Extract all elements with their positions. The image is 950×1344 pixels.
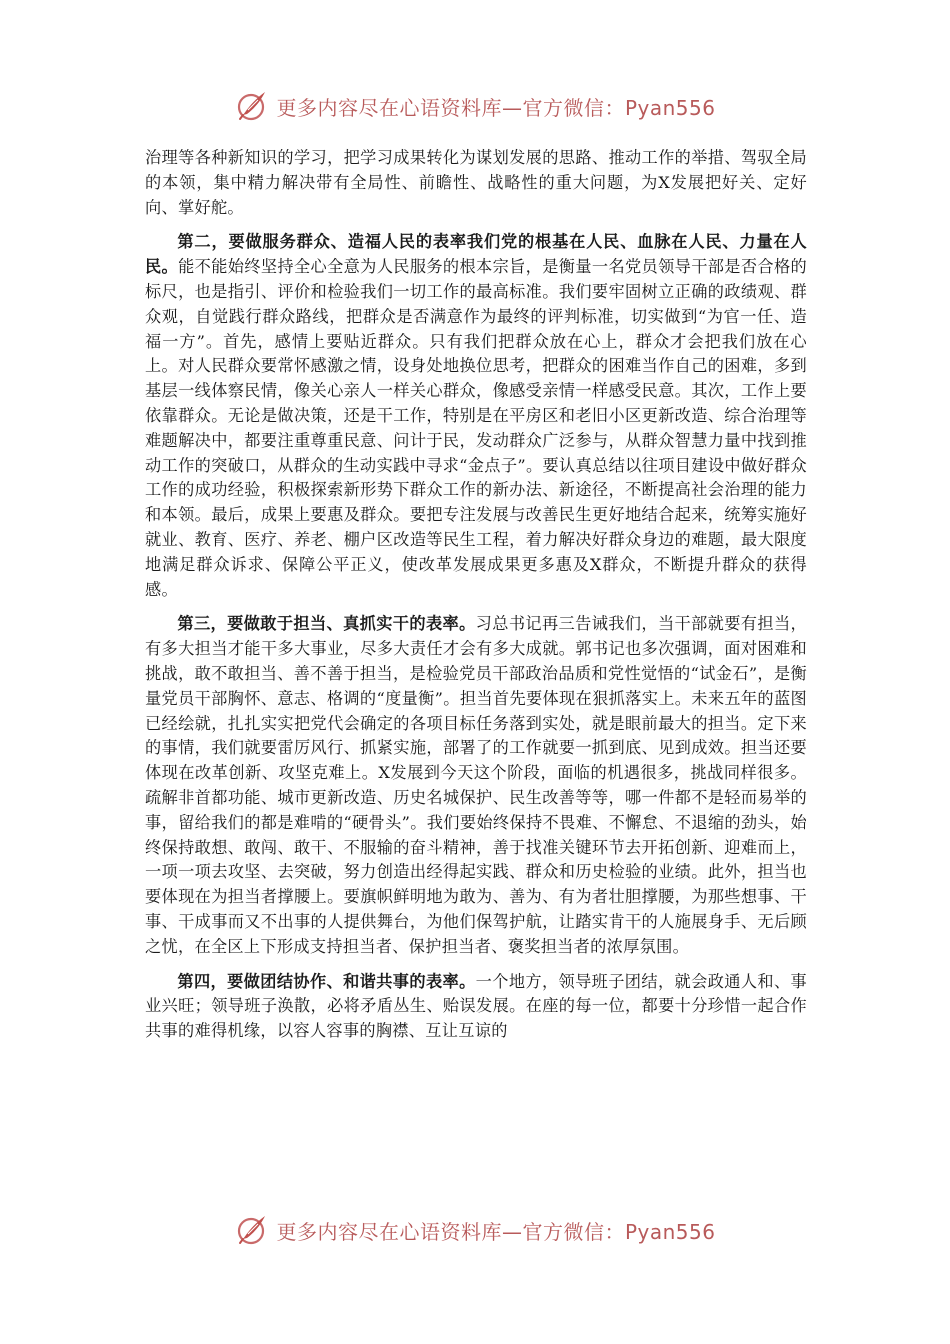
paragraph-body: 习总书记再三告诫我们，当干部就要有担当，有多大担当才能干多大事业，尽多大责任才会有多大成就。郭书记也多次强调，面对困难和挑战，敢不敢担当、善不善于担当，是检验党员干部政治品质和党性觉悟的“试金石”，是衡量党员干部胸怀、意志、格调的“度量衡”。担当首先要体现在狠抓落实上。未来五年的蓝图已经绘就，扎扎实实把党代会确定的各项目标任务落到实处，就是眼前最大的担当。定下来的事情，我们就要雷厉风行、抓紧实施，部署了的工作就要一抓到底、见到成效。担当还要体现在改革创新、攻坚克难上。X发展到今天这个阶段，面临的机遇很多，挑战同样很多。疏解非首都功能、城市更新改造、历史名城保护、民生改善等等，哪一件都不是轻而易举的事，留给我们的都是难啃的“硬骨头”。我们要始终保持不畏难、不懈怠、不退缩的劲头，始终保持敢想、敢闯、敢干、不服输的奋斗精神，善于找准关键环节去开拓创新、迎难而上，一项一项去攻坚、去突破，努力创造出经得起实践、群众和历史检验的业绩。此外，担当也要体现在为担当者撑腰上。要旗帜鲜明地为敢为、善为、有为者壮胆撑腰，为那些想事、干事、干成事而又不出事的人提供舞台，为他们保驾护航，让踏实肯干的人施展身手、无后顾之忧，在全区上下形成支持担当者、保护担当者、褒奖担当者的浓厚氛围。 bbox=[145, 614, 808, 956]
header-banner bbox=[0, 84, 950, 128]
banner-text: 更多内容尽在心语资料库—官方微信：Pyan556 bbox=[276, 95, 716, 120]
paragraph-body: 能不能始终坚持全心全意为人民服务的根本宗旨，是衡量一名党员领导干部是否合格的标尺，也是指引、评价和检验我们一切工作的最高标准。我们要牢固树立正确的政绩观、群众观，自觉践行群众路线，把群众是否满意作为最终的评判标准，切实做到“为官一任、造福一方”。首先，感情上要贴近群众。只有我们把群众放在心上，群众才会把我们放在心上。对人民群众要常怀感激之情，设身处地换位思考，把群众的困难当作自己的困难，多到基层一线体察民情，像关心亲人一样关心群众，像感受亲情一样感受民意。其次，工作上要依靠群众。无论是做决策，还是干工作，特别是在平房区和老旧小区更新改造、综合治理等难题解决中，都要注重尊重民意、问计于民，发动群众广泛参与，从群众智慧力量中找到推动工作的突破口，从群众的生动实践中寻求“金点子”。要认真总结以往项目建设中做好群众工作的成功经验，积极探索新形势下群众工作的新办法、新途径，不断提高社会治理的能力和本领。最后，成果上要惠及群众。要把专注发展与改善民生更好地结合起来，统筹实施好就业、教育、医疗、养老、棚户区改造等民生工程，着力解决好群众身边的难题，最大限度地满足群众诉求、保障公平正义，使改革发展成果更多惠及X群众，不断提升群众的获得感。 bbox=[145, 257, 807, 599]
paragraph-1 bbox=[145, 146, 807, 220]
document-body bbox=[145, 146, 807, 1044]
quill-pen-circle-icon bbox=[234, 88, 270, 124]
paragraph-2 bbox=[145, 230, 807, 602]
paragraph-lead: 第三，要做敢于担当、真抓实干的表率。 bbox=[177, 614, 476, 634]
quill-pen-circle-icon bbox=[234, 1212, 270, 1248]
footer-banner bbox=[0, 1208, 950, 1252]
paragraph-body: 治理等各种新知识的学习，把学习成果转化为谋划发展的思路、推动工作的举措、驾驭全局的本领，集中精力解决带有全局性、前瞻性、战略性的重大问题，为X发展把好关、定好向、掌好舵。 bbox=[145, 148, 807, 217]
paragraph-lead: 第四，要做团结协作、和谐共事的表率。 bbox=[177, 971, 476, 991]
paragraph-lead: 第二，要做服务群众、造福人民的表率我们党的根基在人民、血脉在人民、力量在人民。 bbox=[145, 232, 807, 277]
paragraph-3 bbox=[145, 612, 807, 959]
banner-text: 更多内容尽在心语资料库—官方微信：Pyan556 bbox=[276, 1219, 716, 1244]
paragraph-body: 一个地方，领导班子团结，就会政通人和、事业兴旺；领导班子涣散，必将矛盾丛生、贻误发展。在座的每一位，都要十分珍惜一起合作共事的难得机缘，以容人容事的胸襟、互让互谅的 bbox=[145, 971, 808, 1041]
paragraph-4 bbox=[145, 970, 807, 1044]
